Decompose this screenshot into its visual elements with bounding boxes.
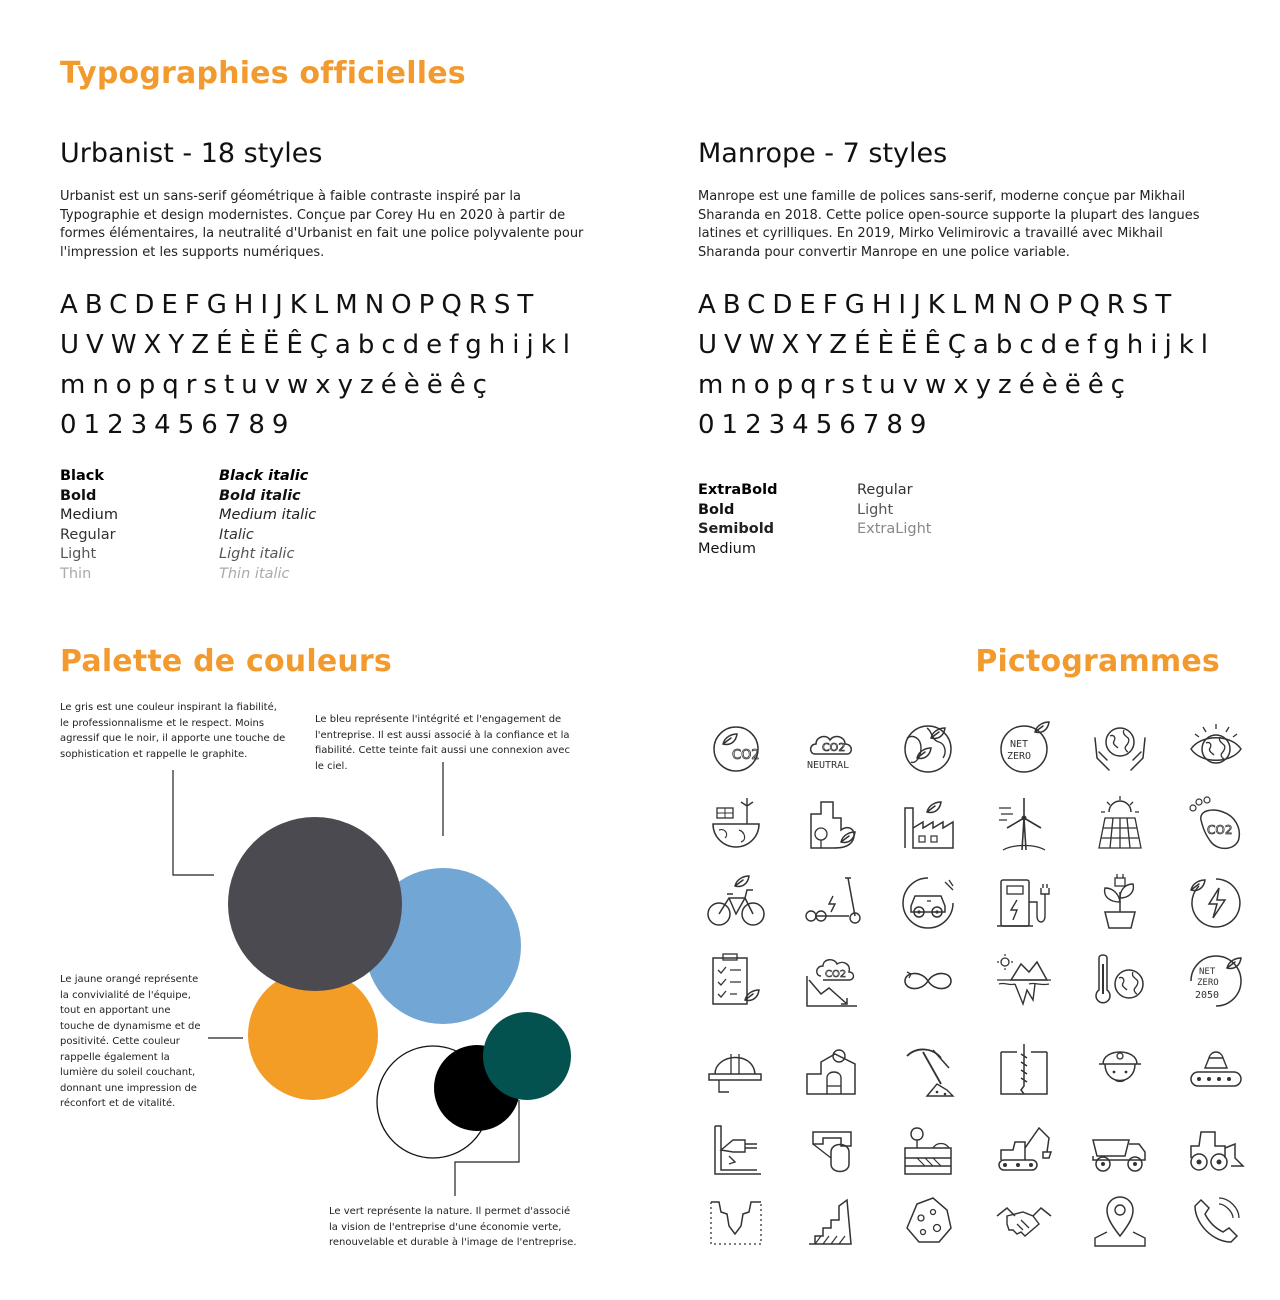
earth-renewables-icon [705, 794, 767, 856]
style-italic: Italic [219, 526, 254, 543]
style-bold-italic: Bold italic [219, 487, 301, 504]
eye-earth-icon [1185, 718, 1247, 780]
style-light-italic: Light italic [219, 546, 295, 562]
manrope-description: Manrope est une famille de polices sans-serif, moderne conçue par Mikhail Sharanda en 2018. Cette police open-source supporte la plupart des langues latines et cyrilliques. En 2019, Mirko Velimirovic a travaillé avec Mikhail Sharanda pour convertir Manrope en une police variable. [698, 189, 1200, 260]
miner-icon [1089, 1040, 1151, 1102]
glyph-line: UVWXYZÉÈËÊÇabcdefghijkl [698, 330, 1215, 360]
manrope-styles-heavy [698, 481, 778, 559]
ore-conveyor-icon [1185, 1040, 1247, 1102]
icon-text: 2050 [1195, 990, 1220, 1001]
icon-text: NET [1199, 967, 1216, 977]
icon-text: CO2 [732, 748, 760, 763]
glyph-line: mnopqrstuvwxyzéèëêç [698, 370, 1132, 400]
wheel-loader-icon [1185, 1118, 1247, 1180]
terrain-steps-icon [801, 1190, 863, 1252]
connector-grey [173, 770, 214, 875]
pictogram-grid [700, 710, 1240, 1270]
bicycle-icon [705, 872, 767, 934]
co2-neutral-icon [801, 718, 863, 780]
icon-text: CO2 [1207, 823, 1233, 837]
style-thin-italic: Thin italic [219, 565, 290, 582]
glyph-line: 0123456789 [60, 410, 296, 440]
style-light: Light [60, 546, 97, 562]
pickaxe-icon [897, 1040, 959, 1102]
factory-leaf-icon [897, 794, 959, 856]
hands-earth-icon [1089, 718, 1151, 780]
energy-leaf-icon [1185, 872, 1247, 934]
glyph-line: 0123456789 [698, 410, 934, 440]
glyph-line: UVWXYZÉÈËÊÇabcdefghijkl [60, 330, 577, 360]
manrope-glyphs [698, 285, 1215, 445]
drill-icon [993, 1040, 1055, 1102]
charging-station-icon [993, 872, 1055, 934]
urbanist-description: Urbanist est un sans-serif géométrique à faible contraste inspiré par la Typographie et design modernistes. Conçue par Corey Hu en 2020 à partir de formes élémentaires, la neutralité d'Urbanist en fait une police polyvalente pour l'impression et les supports numériques. [60, 189, 584, 260]
soil-layers-icon [897, 1118, 959, 1180]
icon-text: CO2 [822, 741, 846, 754]
green-city-icon [801, 794, 863, 856]
style-semibold: Semibold [698, 521, 775, 537]
co2-reduction-icon [801, 950, 863, 1012]
glyph-line: mnopqrstuvwxyzéèëêç [60, 370, 494, 400]
mine-entrance-icon [801, 1040, 863, 1102]
handshake-icon [993, 1190, 1055, 1252]
open-pit-icon [705, 1190, 767, 1252]
icon-text: ZERO [1007, 751, 1032, 762]
excavator-icon [993, 1118, 1055, 1180]
electric-car-icon [897, 872, 959, 934]
earth-leaves-icon [897, 718, 959, 780]
swatch-green [483, 1012, 571, 1100]
note-grey: Le gris est une couleur inspirant la fiabilité, le professionnalisme et le respect. Moins agressif que le noir, il apporte une touche de sophistication et rappelle le graphite. [60, 702, 286, 760]
rock-ore-icon [897, 1190, 959, 1252]
note-orange: Le jaune orangé représente la convivialité de l'équipe, tout en apportant une touche de dynamisme et de positivité. Cette couleur rappelle également la lumière du soleil couchant, donnant une impression de réconfort et de vitalité. [60, 974, 201, 1109]
section-heading-pictograms: Pictogrammes [975, 644, 1220, 679]
note-green: Le vert représente la nature. Il permet d'associé la vision de l'entreprise d'une économie verte, renouvelable et durable à l'image de l'entreprise. [329, 1206, 577, 1248]
phone-call-icon [1185, 1190, 1247, 1252]
melting-iceberg-icon [993, 950, 1055, 1012]
thermometer-earth-icon [1089, 950, 1151, 1012]
electric-scooter-icon [801, 872, 863, 934]
style-thin: Thin [60, 565, 92, 582]
style-black-italic: Black italic [219, 468, 309, 484]
section-heading-typography: Typographies officielles [60, 56, 466, 91]
style-regular: Regular [857, 482, 913, 498]
icon-text: NET [1010, 739, 1029, 750]
co2-footprint-icon [1185, 794, 1247, 856]
robotic-arm-icon [801, 1118, 863, 1180]
style-light: Light [857, 501, 894, 518]
style-extralight: ExtraLight [857, 521, 932, 537]
dump-truck-icon [1089, 1118, 1151, 1180]
mining-drill-machine-icon [705, 1118, 767, 1180]
icon-text: NEUTRAL [807, 760, 850, 771]
solar-panel-icon [1089, 794, 1151, 856]
wind-turbine-icon [993, 794, 1055, 856]
style-bold: Bold [60, 487, 97, 504]
section-heading-palette: Palette de couleurs [60, 644, 392, 679]
style-bold: Bold [698, 501, 735, 518]
hard-hat-icon [705, 1040, 767, 1102]
glyph-line: ABCDEFGHIJKLMNOPQRST [698, 290, 1179, 320]
net-zero-2050-icon [1185, 950, 1247, 1012]
style-black: Black [60, 468, 105, 484]
icon-text: CO2 [825, 969, 847, 980]
glyph-line: ABCDEFGHIJKLMNOPQRST [60, 290, 541, 320]
urbanist-title: Urbanist - 18 styles [60, 138, 323, 169]
manrope-styles-light [857, 481, 931, 540]
plant-plug-icon [1089, 872, 1151, 934]
style-medium-italic: Medium italic [219, 507, 317, 523]
infinity-loop-icon [897, 950, 959, 1012]
net-zero-icon [993, 718, 1055, 780]
co2-leaf-icon [705, 718, 767, 780]
icon-text: ZERO [1197, 978, 1219, 988]
note-blue: Le bleu représente l'intégrité et l'engagement de l'entreprise. Il est aussi associé à la confiance et la fiabilité. Cette teinte fait aussi une connexion avec le ciel. [315, 714, 570, 772]
style-medium: Medium [698, 540, 756, 557]
manrope-title: Manrope - 7 styles [698, 138, 948, 169]
eco-checklist-icon [705, 950, 767, 1012]
location-pin-icon [1089, 1190, 1151, 1252]
style-medium: Medium [60, 507, 118, 523]
style-regular: Regular [60, 526, 116, 543]
swatch-grey [228, 817, 402, 991]
style-extrabold: ExtraBold [698, 482, 778, 498]
